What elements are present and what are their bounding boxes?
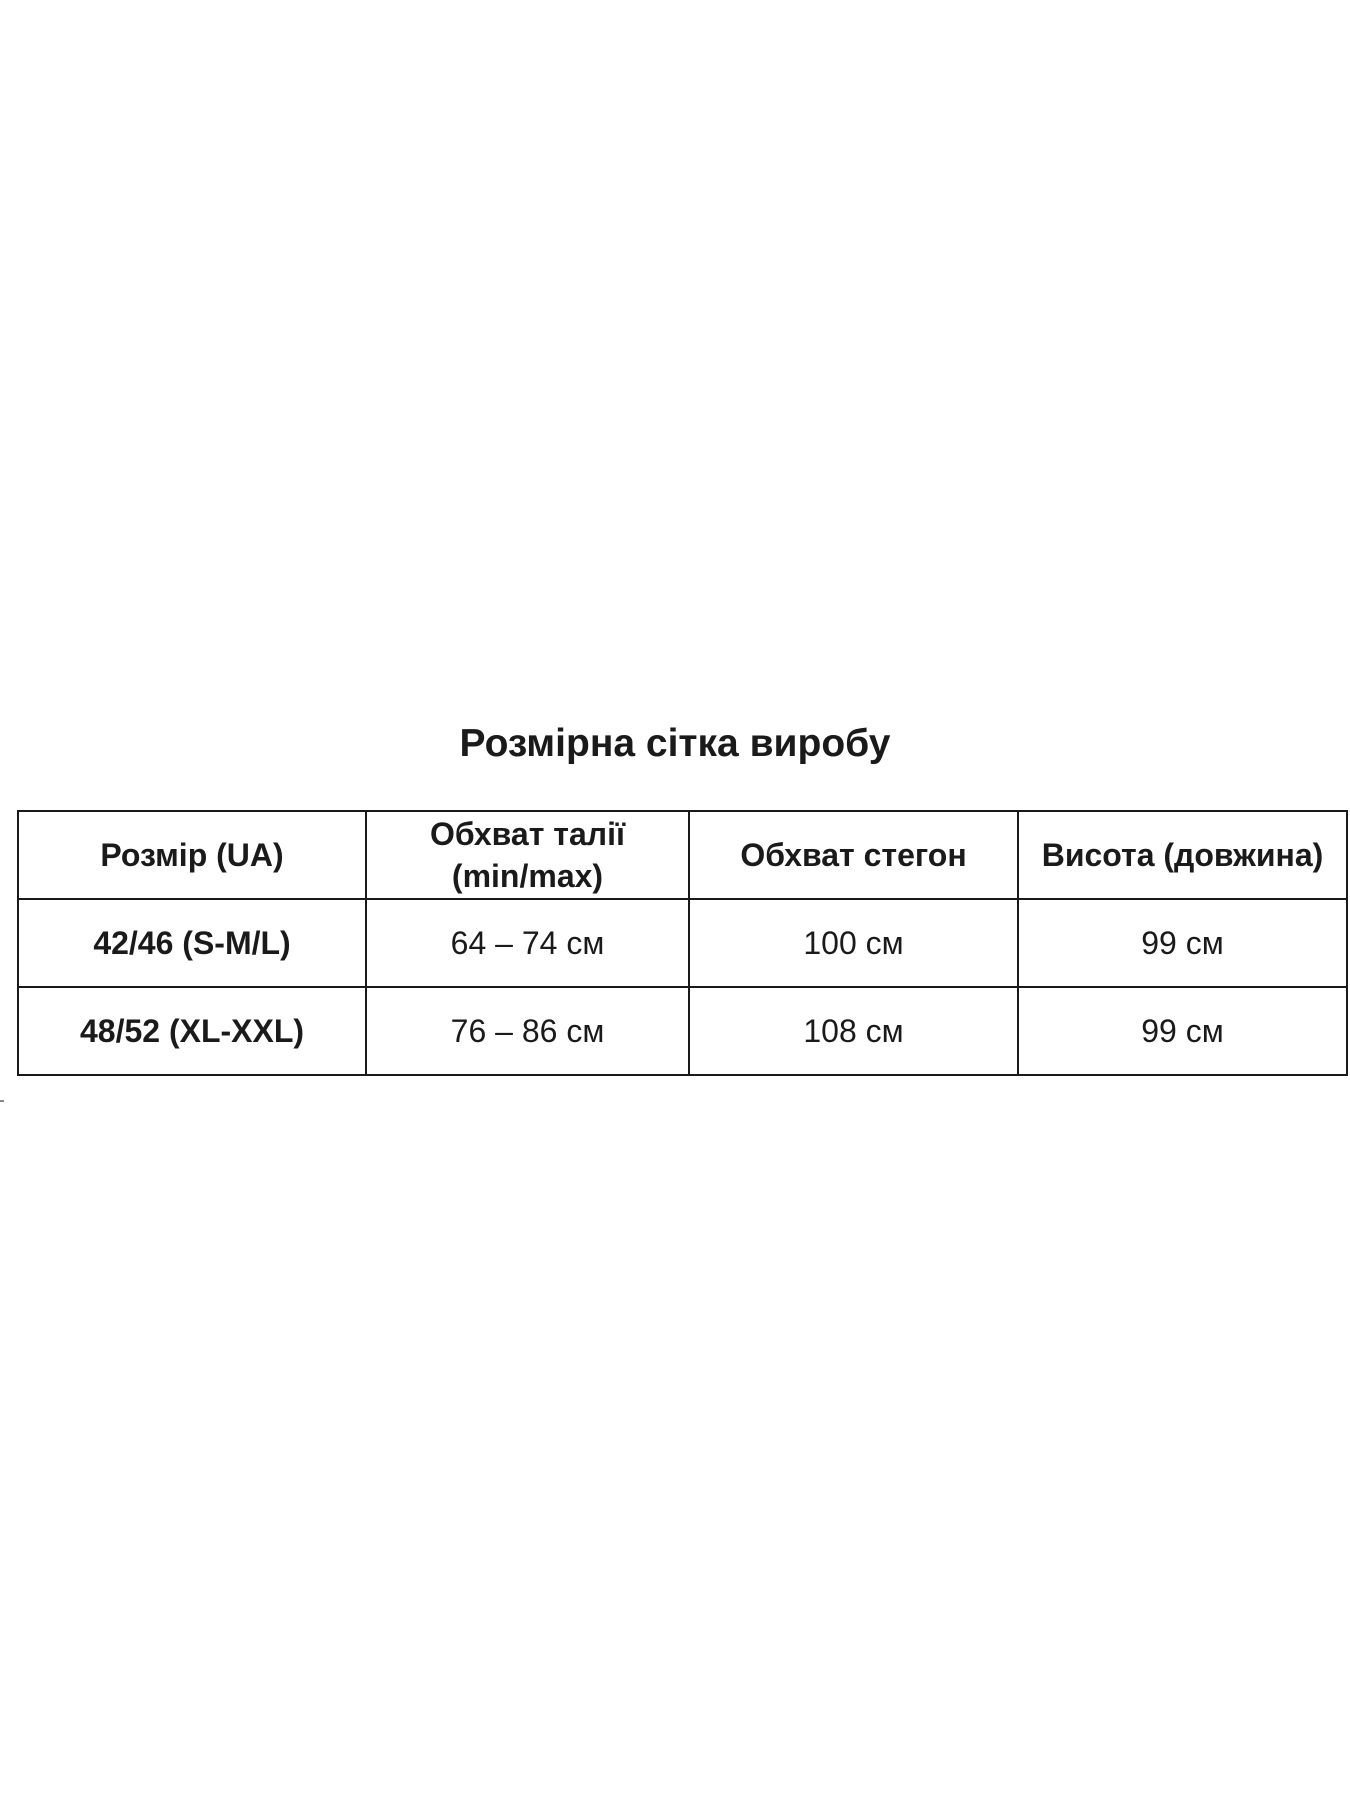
table-header-row xyxy=(18,811,1347,899)
cell-height: 99 см xyxy=(1018,899,1347,987)
table-row xyxy=(18,987,1347,1075)
cell-waist: 76 – 86 см xyxy=(366,987,689,1075)
cell-size: 42/46 (S-M/L) xyxy=(18,899,366,987)
edge-mark xyxy=(0,1100,4,1102)
cell-waist: 64 – 74 см xyxy=(366,899,689,987)
header-waist-line2: (min/max) xyxy=(451,858,604,894)
table-row xyxy=(18,899,1347,987)
cell-hips: 108 см xyxy=(689,987,1018,1075)
header-waist-line1: Обхват талії xyxy=(430,816,625,852)
cell-hips: 100 см xyxy=(689,899,1018,987)
cell-height: 99 см xyxy=(1018,987,1347,1075)
header-height: Висота (довжина) xyxy=(1018,811,1347,899)
size-chart-table xyxy=(17,810,1348,1076)
page-title: Розмірна сітка виробу xyxy=(459,722,891,765)
cell-size: 48/52 (XL-XXL) xyxy=(18,987,366,1075)
header-waist xyxy=(366,811,689,899)
header-hips: Обхват стегон xyxy=(689,811,1018,899)
header-size: Розмір (UA) xyxy=(18,811,366,899)
